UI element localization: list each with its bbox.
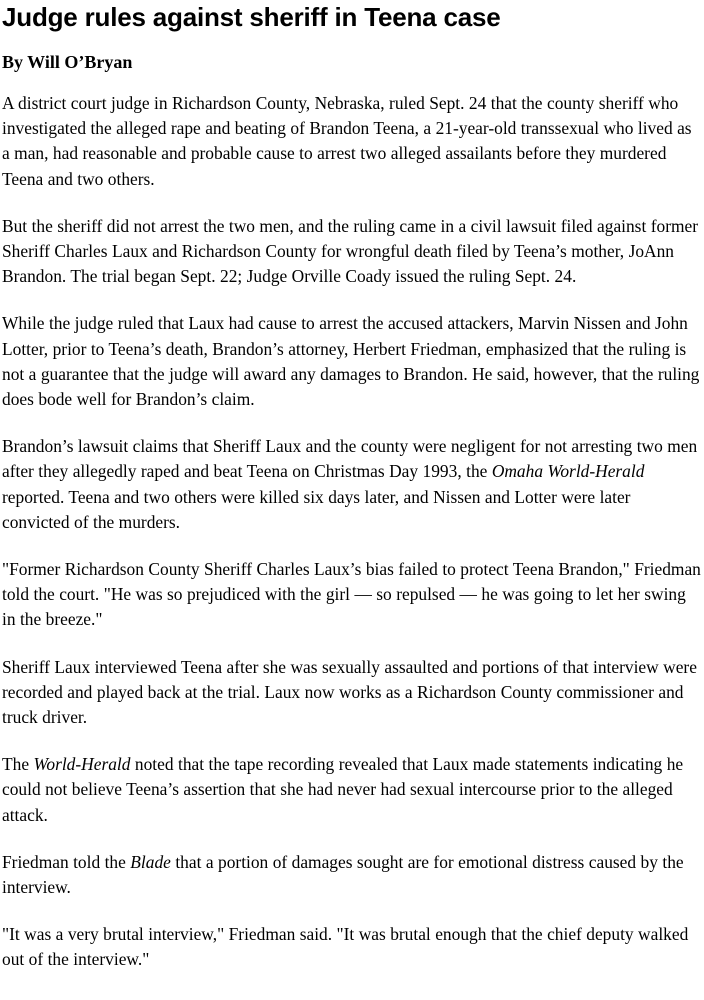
- paragraph-text-tail: reported. Teena and two others were killed six days later, and Nissen and Lotter were later convicted of the murders.: [2, 486, 631, 532]
- article-byline: By Will O’Bryan: [2, 52, 133, 72]
- publication-name-omaha-world-herald: Omaha World-Herald: [491, 461, 645, 482]
- publication-name-world-herald: World-Herald: [33, 754, 131, 775]
- article-paragraph: [2, 752, 702, 828]
- article-paragraph: [2, 434, 702, 535]
- article-paragraph: While the judge ruled that Laux had cause to arrest the accused attackers, Marvin Nissen and John Lotter, prior to Teena’s death, Brandon’s attorney, Herbert Friedman, emphasized that the ruling is not a guarantee that the judge will award any damages to Brandon. He said, however, that the ruling does bode well for Brandon’s claim.: [2, 313, 700, 410]
- paragraph-text-tail: that a portion of damages sought are for emotional distress caused by the interview.: [2, 851, 684, 898]
- publication-name-blade: Blade: [130, 851, 171, 872]
- article-paragraph: [2, 850, 702, 900]
- article-headline: Judge rules against sheriff in Teena case: [2, 2, 501, 32]
- paragraph-text-tail: noted that the tape recording revealed that Laux made statements indicating he could not believe Teena’s assertion that she had never had sexual intercourse prior to the alleged attack.: [2, 754, 684, 825]
- paragraph-text-lead: Friedman told the: [2, 851, 131, 872]
- paragraph-text-lead: The: [2, 754, 34, 775]
- article-paragraph: A district court judge in Richardson County, Nebraska, ruled Sept. 24 that the county sheriff who investigated the alleged rape and beating of Brandon Teena, a 21-year-old transsexual who lived as a man, had reasonable and probable cause to arrest two alleged assailants before they murdered Teena and two others.: [2, 93, 692, 189]
- article-paragraph: But the sheriff did not arrest the two men, and the ruling came in a civil lawsuit filed against former Sheriff Charles Laux and Richardson County for wrongful death filed by Teena’s mother, JoAnn Brandon. The trial began Sept. 22; Judge Orville Coady issued the ruling Sept. 24.: [2, 215, 699, 287]
- article-body: [2, 91, 702, 973]
- article-paragraph: Sheriff Laux interviewed Teena after she was sexually assaulted and portions of that interview were recorded and played back at the trial. Laux now works as a Richardson County commissioner and truck driver.: [2, 656, 697, 728]
- paragraph-text-lead: Brandon’s lawsuit claims that Sheriff Laux and the county were negligent for not arresting two men after they allegedly raped and beat Teena on Christmas Day 1993, the: [2, 436, 698, 482]
- article-paragraph: "It was a very brutal interview," Friedman said. "It was brutal enough that the chief deputy walked out of the interview.": [2, 924, 689, 970]
- article-paragraph: "Former Richardson County Sheriff Charles Laux’s bias failed to protect Teena Brandon," Friedman told the court. "He was so prejudiced with the girl — so repulsed — he was going to let her swing in the breeze.": [2, 559, 701, 630]
